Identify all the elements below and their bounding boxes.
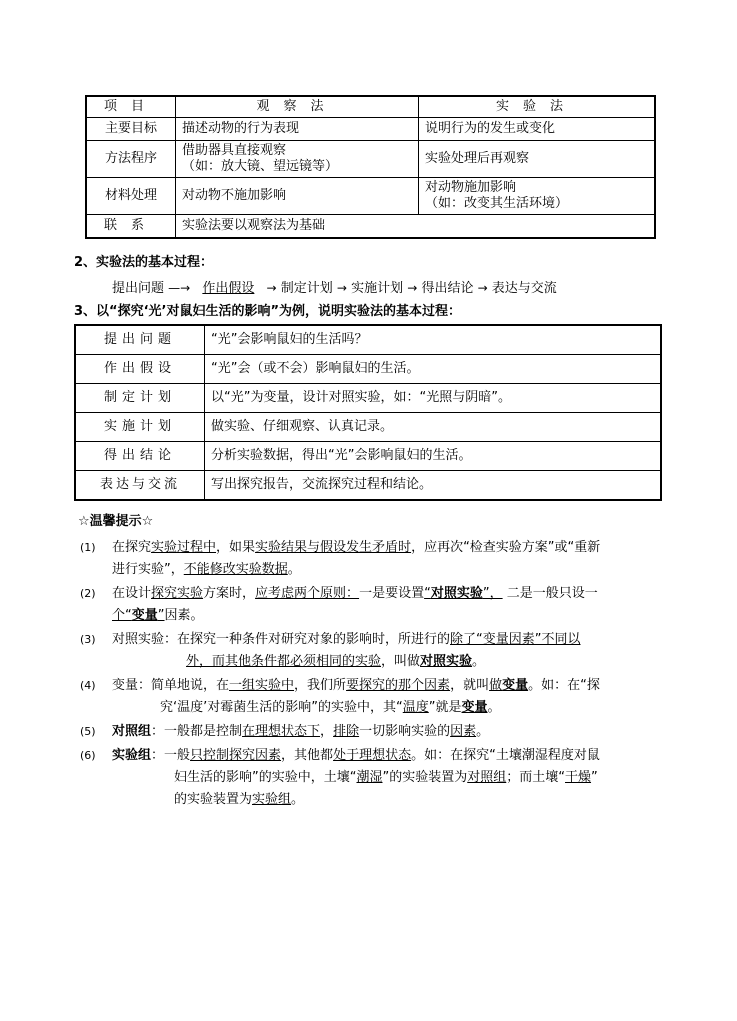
- arrow-right-icon: →: [266, 281, 277, 295]
- experiment-line: 对动物施加影响: [425, 180, 517, 195]
- step-text: 以“光”为变量，设计对照实验，如：“光照与阴暗”。: [205, 384, 662, 413]
- tip-number: (3): [80, 633, 96, 646]
- table-row: [75, 413, 661, 442]
- tip-number: (5): [80, 725, 96, 738]
- tip-body-cont: 外，而其他条件都必须相同的实验，叫做对照实验。: [186, 654, 486, 669]
- step-text: “光”会影响鼠妇的生活吗？: [205, 325, 662, 355]
- flow-step: 表达与交流: [491, 281, 557, 296]
- tip-2: [80, 583, 670, 627]
- step-text: “光”会（或不会）影响鼠妇的生活。: [205, 355, 662, 384]
- flow-step: 制定计划: [280, 281, 333, 296]
- header-experiment: 实验法: [419, 96, 656, 118]
- tips-title: ☆温馨提示☆: [78, 514, 154, 529]
- header-item: 项目: [86, 96, 176, 118]
- arrow-right-icon: —→: [168, 281, 191, 295]
- table-row: [75, 471, 661, 501]
- experiment-cell: 说明行为的发生或变化: [419, 118, 656, 141]
- tip-body-cont: 个“变量”因素。: [112, 608, 204, 623]
- row-label: 联系: [86, 215, 176, 239]
- experiment-cell: 实验处理后再观察: [419, 141, 656, 178]
- arrow-right-icon: →: [407, 281, 418, 295]
- step-text: 写出探究报告，交流探究过程和结论。: [205, 471, 662, 501]
- step-label: 制定计划: [75, 384, 205, 413]
- tip-body-cont: 究‘温度’对霉菌生活的影响”的实验中，其“温度”就是变量。: [160, 700, 501, 715]
- section2-title: 2、实验法的基本过程：: [74, 255, 214, 270]
- tip-5: [80, 721, 670, 743]
- observe-cell: [176, 141, 419, 178]
- flow-step: 实施计划: [351, 281, 404, 296]
- tip-4: [80, 675, 670, 719]
- tip-number: (6): [80, 749, 96, 762]
- step-label: 得出结论: [75, 442, 205, 471]
- experiment-line-2: （如：改变其生活环境）: [425, 196, 569, 211]
- row-label: 材料处理: [86, 178, 176, 215]
- tip-body: 对照组：一般都是控制在理想状态下，排除一切影响实验的因素。: [112, 724, 490, 739]
- table-header-row: [86, 96, 655, 118]
- step-label: 作出假设: [75, 355, 205, 384]
- step-label: 表达与交流: [75, 471, 205, 501]
- row-label: 方法程序: [86, 141, 176, 178]
- table-row: [86, 141, 655, 178]
- arrow-right-icon: →: [336, 281, 347, 295]
- tip-body-cont: 妇生活的影响”的实验中，土壤“潮湿”的实验装置为对照组；而土壤“干燥”: [174, 770, 598, 785]
- link-cell: 实验法要以观察法为基础: [176, 215, 656, 239]
- step-label: 提出问题: [75, 325, 205, 355]
- step-text: 分析实验数据，得出“光”会影响鼠妇的生活。: [205, 442, 662, 471]
- tip-3: [80, 629, 670, 673]
- tip-number: (4): [80, 679, 96, 692]
- table-row: [75, 325, 661, 355]
- process-flow: [112, 279, 557, 298]
- experiment-cell: [419, 178, 656, 215]
- tip-number: (2): [80, 587, 96, 600]
- tip-body: 在探究实验过程中，如果实验结果与假设发生矛盾时，应再次“检查实验方案”或“重新: [112, 540, 601, 555]
- section3-title: 3、以“探究‘光’对鼠妇生活的影响”为例，说明实验法的基本过程：: [74, 304, 462, 319]
- row-label: 主要目标: [86, 118, 176, 141]
- tip-body: 实验组：一般只控制探究因素，其他都处于理想状态。如：在探究“土壤潮湿程度对鼠: [112, 748, 600, 763]
- step-label: 实施计划: [75, 413, 205, 442]
- table-row: [86, 215, 655, 239]
- step-text: 做实验、仔细观察、认真记录。: [205, 413, 662, 442]
- table-row: [86, 178, 655, 215]
- flow-step: 作出假设: [202, 281, 255, 296]
- table-row: [86, 118, 655, 141]
- table-row: [75, 384, 661, 413]
- tip-1: [80, 537, 670, 581]
- header-observe: 观察法: [176, 96, 419, 118]
- tip-body: 在设计探究实验方案时，应考虑两个原则：一是要设置“对照实验”， 二是一般只设一: [112, 586, 598, 601]
- tip-body: 变量：简单地说，在一组实验中，我们所要探究的那个因素，就叫做变量。如：在“探: [112, 678, 600, 693]
- observe-line-2: （如：放大镜、望远镜等）: [182, 159, 339, 174]
- tip-body-cont: 的实验装置为实验组。: [174, 792, 305, 807]
- observe-line: 借助器具直接观察: [182, 143, 287, 158]
- comparison-table: [85, 95, 656, 239]
- table-row: [75, 355, 661, 384]
- flow-step: 得出结论: [421, 281, 474, 296]
- tip-number: (1): [80, 541, 96, 554]
- observe-cell: 描述动物的行为表现: [176, 118, 419, 141]
- arrow-right-icon: →: [477, 281, 488, 295]
- tip-body: 对照实验：在探究一种条件对研究对象的影响时，所进行的除了“变量因素”不同以: [112, 632, 581, 647]
- observe-cell: 对动物不施加影响: [176, 178, 419, 215]
- tip-6: [80, 745, 670, 811]
- process-table: [74, 324, 662, 501]
- table-row: [75, 442, 661, 471]
- flow-step: 提出问题: [112, 281, 165, 296]
- tip-body-cont: 进行实验”，不能修改实验数据。: [112, 562, 301, 577]
